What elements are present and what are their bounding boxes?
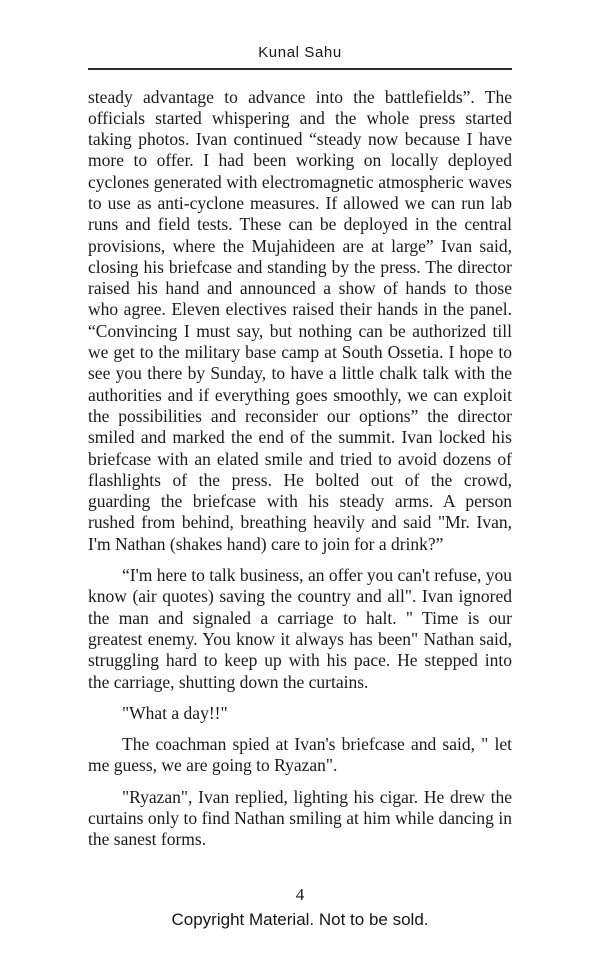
paragraph-5: "Ryazan", Ivan replied, lighting his cigar. He drew the curtains only to find Nathan smiling at him while dancing in the sanest forms.: [88, 786, 512, 850]
copyright-notice: Copyright Material. Not to be sold.: [171, 910, 429, 929]
page-header: [88, 44, 512, 70]
header-rule: [88, 68, 512, 70]
paragraph-3: "What a day!!": [122, 702, 228, 723]
page-number: 4: [295, 885, 305, 904]
paragraph-1: steady advantage to advance into the battlefields”. The officials started whispering and the whole press started taking photos. Ivan continued “steady now because I have more to offer. I had been working on locally deployed cyclones generated with electromagnetic atmospheric waves to use as anti-cyclone measures. If allowed we can run lab runs and field tests. These can be deployed in the central provisions, where the Mujahideen are at large” Ivan said, closing his briefcase and standing by the press. The director raised his hand and announced a show of hands to those who agree. Eleven electives raised their hands in the panel. “Convincing I must say, but nothing can be authorized till we get to the military base camp at South Ossetia. I hope to see you there by Sunday, to have a little chalk talk with the authorities and if everything goes smoothly, we can exploit the possibilities and reconsider our options” the director smiled and marked the end of the summit. Ivan locked his briefcase with an elated smile and tried to avoid dozens of flashlights of the press. He bolted out of the crowd, guarding the briefcase with his steady arms. A person rushed from behind, breathing heavily and said "Mr. Ivan, I'm Nathan (shakes hand) care to join for a drink?”: [88, 86, 512, 554]
body-text: [88, 87, 512, 851]
author-name: Kunal Sahu: [258, 44, 342, 61]
paragraph-2: “I'm here to talk business, an offer you can't refuse, you know (air quotes) saving the country and all". Ivan ignored the man and signaled a carriage to halt. " Time is our greatest enemy. You know it always has been" Nathan said, struggling hard to keep up with his pace. He stepped into the carriage, shutting down the curtains.: [88, 565, 512, 692]
paragraph-4: The coachman spied at Ivan's briefcase and said, " let me guess, we are going to Ryazan".: [88, 734, 512, 776]
page-footer: [0, 885, 600, 930]
